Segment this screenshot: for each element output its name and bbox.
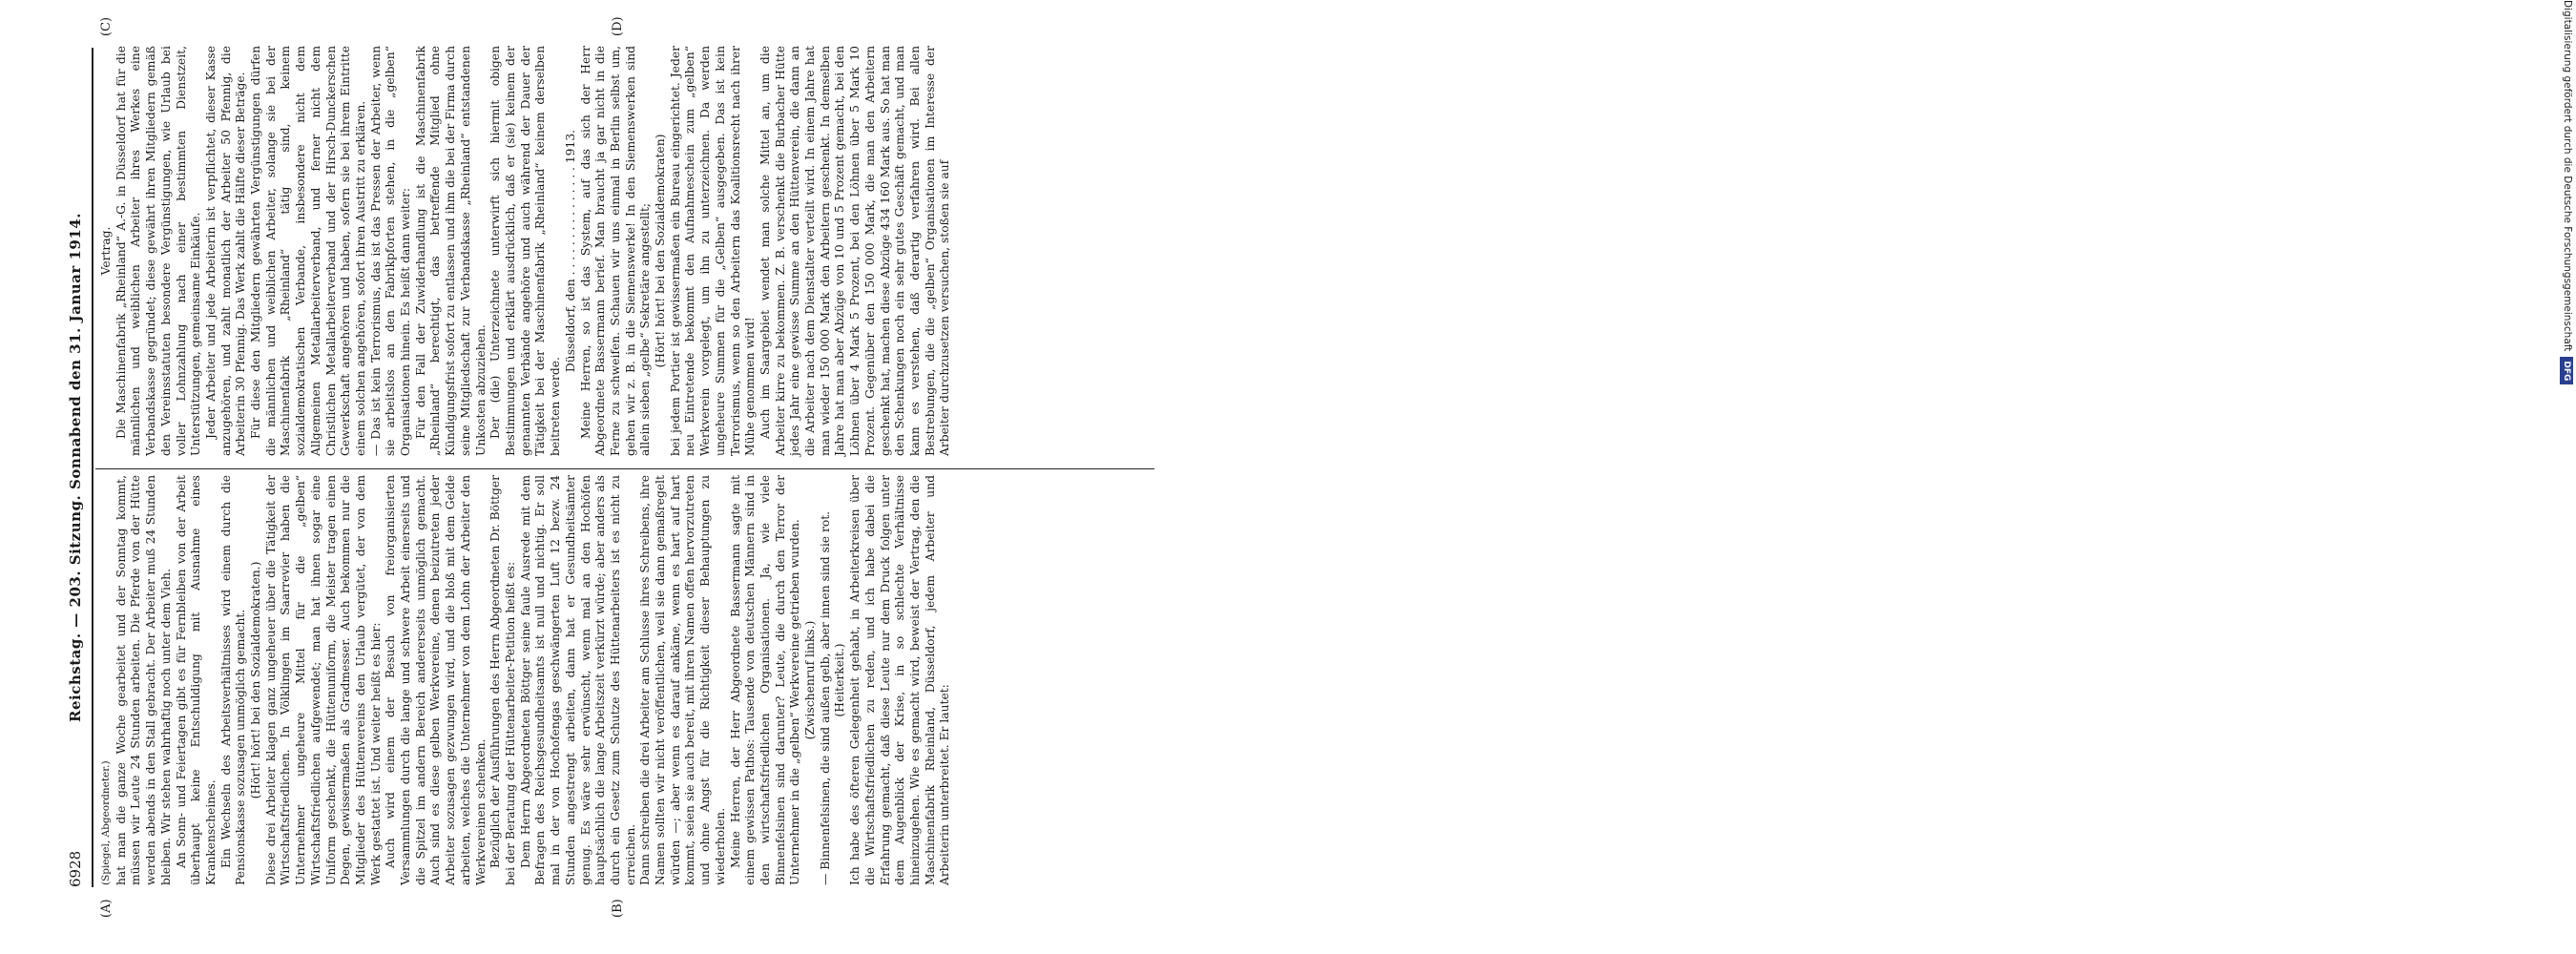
interjection: (Heiterkeit.) xyxy=(833,643,847,717)
contract-heading: Vertrag. xyxy=(99,226,113,276)
paragraph: Meine Herren, so ist das System, auf das sich der Herr Abgeordnete Bassermann berief. Man braucht ja gar nicht in die Ferne zu schweifen. Schauen wir uns einmal in Berlin selbst um, gehen wir z. B. in die Siemenswerke! In den Siemenswerken sind allein sieben „gelbe“ Sekretäre angestellt; xyxy=(578,46,653,456)
quoted-paragraph: Für den Fall der Zuwiderhandlung ist die Maschinenfabrik „Rheinland“ berechtigt, das betreffende Mitglied ohne Kündigungsfrist sofort zu entlassen und ihm die bei der Firma durch seine Mitgliedschaft zur Verbandskasse „Rheinland“ entstandenen Unkosten abzuziehen. xyxy=(413,46,488,456)
date-line: Düsseldorf, den . . . . . . . . . . . . . . . 1913. xyxy=(563,129,577,373)
header-rule xyxy=(92,48,93,887)
paragraph: Meine Herren, der Herr Abgeordnete Bassermann sagte mit einem gewissen Pathos: Tausende von deutschen Männern sind in den wirtschaftsfriedlichen Organisationen. Ja, wie viele Binnenfelsinen sind darunter? Leute, die durch den Terror der Unternehmer in die „gelben“ Werkvereine getrieben wurden. xyxy=(728,475,802,885)
right-column xyxy=(99,46,1149,456)
margin-marker-c: (C) xyxy=(99,16,114,36)
margin-marker-b: (B) xyxy=(611,899,625,918)
interjection: (Hört! hört! bei den Sozialdemokraten.) xyxy=(249,561,263,799)
running-head xyxy=(67,48,88,887)
document-page xyxy=(0,0,1257,954)
left-column xyxy=(99,475,1149,885)
paragraph: Ein Wechseln des Arbeitsverhältnisses wird einem durch die Pensionskasse sozusagen unmöglich gemacht. xyxy=(218,475,248,885)
paragraph: hat man die ganze Woche gearbeitet und der Sonntag kommt, müssen wir Leute 24 Stunden arbeiten. Die Pferde von der Hütte werden abends in den Stall gebracht. Der Arbeiter muß 24 Stunden bleiben. Wir stehen wahrhaftig noch unter dem Vieh. xyxy=(114,475,173,885)
paragraph: Bezüglich der Ausführungen des Herrn Abgeordneten Dr. Böttger bei der Beratung der Hüttenarbeiter-Petition heißt es: xyxy=(488,475,517,885)
digitization-text: Digitalisierung gefördert durch die Deutsche Forschungsgemeinschaft xyxy=(2562,0,2573,352)
column-divider xyxy=(95,468,1154,469)
paragraph: Auch im Saargebiet wendet man solche Mittel an, um die Arbeiter kirre zu bekommen. Z. B. verschenkt die Burbacher Hütte jedes Jahr eine gewisse Summe an den Hüttenverein, die dann an die Arbeiter nach dem Dienstalter verteilt wird. In einem Jahre hat man wieder 150 000 Mark den Arbeitern geschenkt. In demselben Jahre hat man aber Abzüge von 10 und 5 Prozent gemacht, bei den Löhnen über 4 Mark 5 Prozent, bei den Löhnen über 5 Mark 10 Prozent. Gegenüber den 150 000 Mark, die man den Arbeitern geschenkt hat, machen diese Abzüge 434 160 Mark aus. So hat man den Schenkungen noch ein sehr gutes Geschäft gemacht, und man kann es verstehen, daß derartig verfahren wird. Bei allen Bestrebungen, die die „gelben“ Organisationen im Interesse der Arbeiter durchzusetzen versuchen, stoßen sie auf xyxy=(758,46,952,456)
page-number: 6928 xyxy=(67,850,84,887)
speaker-tag: (Spiegel, Abgeordneter.) xyxy=(100,760,112,885)
quoted-paragraph: Jeder Arbeiter und jede Arbeiterin ist verpflichtet, dieser Kasse anzugehören, und zahlt monatlich der Arbeiter 50 Pfennig, die Arbeiterin 30 Pfennig. Das Werk zahlt die Hälfte dieser Beträge. xyxy=(203,46,248,456)
paragraph: Dann schreiben die drei Arbeiter am Schlusse ihres Schreibens, ihre Namen sollten wir nicht veröffentlichen, weil sie dann gemaßregelt würden —; aber wenn es darauf ankäme, wenn es hart auf hart kommt, seien sie auch bereit, mit ihren Namen offen hervorzutreten und ohne Angst für die Richtigkeit dieser Behauptungen zu wiederholen. xyxy=(638,475,727,885)
dfg-logo: DFG xyxy=(2560,357,2573,384)
interjection: (Zwischenruf links.) xyxy=(803,620,818,740)
paragraph: Ich habe des öfteren Gelegenheit gehabt, in Arbeiterkreisen über die Wirtschaftsfriedlichen zu reden, und ich habe dabei die Erfahrung gemacht, daß diese Leute nur dem Druck folgen unter dem Augenblick der Krise, in so schlechte Verhältnisse hineinzugehen. Wie es gemacht wird, beweist der Vertrag, den die Maschinenfabrik Rheinland, Düsseldorf, jedem Arbeiter und Arbeiterin unterbreitet. Er lautet: xyxy=(848,475,952,885)
quoted-paragraph: Der (die) Unterzeichnete unterwirft sich hiermit obigen Bestimmungen und erklärt ausdrücklich, daß er (sie) keinem der genannten Verbände angehöre und auch während der Dauer der Tätigkeit bei der Maschinenfabrik „Rheinland“ keinem derselben beitreten werde. xyxy=(488,46,563,456)
paragraph: — Das ist kein Terrorismus, das ist das Pressen der Arbeiter, wenn sie arbeitslos an den Fabrikpforten stehen, in die „gelben“ Organisationen hinein. Es heißt dann weiter: xyxy=(368,46,413,456)
interjection: (Hört! hört! bei den Sozialdemokraten) xyxy=(654,134,668,368)
paragraph: — Binnenfelsinen, die sind außen gelb, aber innen sind sie rot. xyxy=(818,510,832,885)
running-head-title: Reichstag. — 203. Sitzung. Sonnabend den 31. Januar 1914. xyxy=(67,213,84,722)
quoted-paragraph: Für diese den Mitgliedern gewährten Vergünstigungen dürfen die männlichen und weiblichen Arbeiter, solange sie bei der Maschinenfabrik „Rheinland“ tätig sind, keinem sozialdemokratischen Verbande, insbesondere nicht dem Allgemeinen Metallarbeiterverband, und ferner nicht dem Christlichen Metallarbeiterverband und der Hirsch-Dunckerschen Gewerkschaft angehören und haben, sofern sie bei ihrem Eintritte einem solchen angehören, sofort ihren Austritt zu erklären. xyxy=(249,46,367,456)
paragraph: Diese drei Arbeiter klagen ganz ungeheuer über die Tätigkeit der Wirtschaftsfriedlichen. In Völklingen im Saarrevier haben die Unternehmer ungeheure Mittel für die „gelben“ Wirtschaftsfriedlichen aufgewendet; man hat ihnen sogar eine Uniform geschenkt, die Hüttenuniform, die Meister tragen einen Degen, gewissermaßen als Gradmesser. Auch bekommen nur die Mitglieder des Hüttenvereins den Urlaub vergütet, der von dem Werk gestattet ist. Und weiter heißt es hier: xyxy=(263,475,383,885)
quoted-paragraph: Auch wird einem der Besuch von freiorganisierten Versammlungen durch die lange und schwere Arbeit einerseits und die Spitzel im andern Bereich andererseits unmöglich gemacht. Auch sind es diese gelben Werkvereine, denen beizutreten jeder Arbeiter sozusagen gezwungen wird, und die bloß mit dem Gelde arbeiten, welches die Unternehmer von dem Lohn der Arbeiter den Werkvereinen schenken. xyxy=(384,475,488,885)
digitization-note xyxy=(2559,0,2576,954)
paragraph: bei jedem Portier ist gewissermaßen ein Bureau eingerichtet. Jeder neu Eintretende bekommt den Aufnahmeschein zum „gelben“ Werkverein vorgelegt, um ihn zu unterzeichnen. Da werden ungeheure Summen für die „Gelben“ ausgegeben. Das ist kein Terrorismus, wenn so den Arbeitern das Koalitionsrecht nach ihrer Mühe genommen wird! xyxy=(668,46,758,456)
margin-marker-d: (D) xyxy=(611,16,625,36)
quoted-paragraph: Die Maschinenfabrik „Rheinland“ A.-G. in Düsseldorf hat für die männlichen und weiblichen Arbeiter ihres Werkes eine Verbandskasse gegründet; diese gewährt ihren Mitgliedern gemäß den Vereinsstatuten besondere Vergünstigungen, wie Urlaub bei voller Lohnzahlung nach einer bestimmten Dienstzeit, Unterstützungen, gemeinsame Einkäufe. xyxy=(114,46,203,456)
quoted-paragraph: Dem Herrn Abgeordneten Böttger seine faule Ausrede mit dem Befragen des Reichsgesundheitsamts ist null und nichtig. Er soll mal in der von Hochofengas geschwängerten Luft 12 bezw. 24 Stunden angestrengt arbeiten, dann hat er Gesundheitsämter genug. Es wäre sehr erwünscht, wenn mal an den Hochöfen hauptsächlich die lange Arbeitszeit verkürzt würde; aber anders als durch ein Gesetz zum Schutze des Hüttenarbeiters ist es nicht zu erreichen. xyxy=(518,475,637,885)
margin-marker-a: (A) xyxy=(99,899,114,918)
paragraph: An Sonn- und Feiertagen gibt es für Fernbleiben von der Arbeit überhaupt keine Entschuldigung mit Ausnahme eines Krankenscheines. xyxy=(174,475,218,885)
